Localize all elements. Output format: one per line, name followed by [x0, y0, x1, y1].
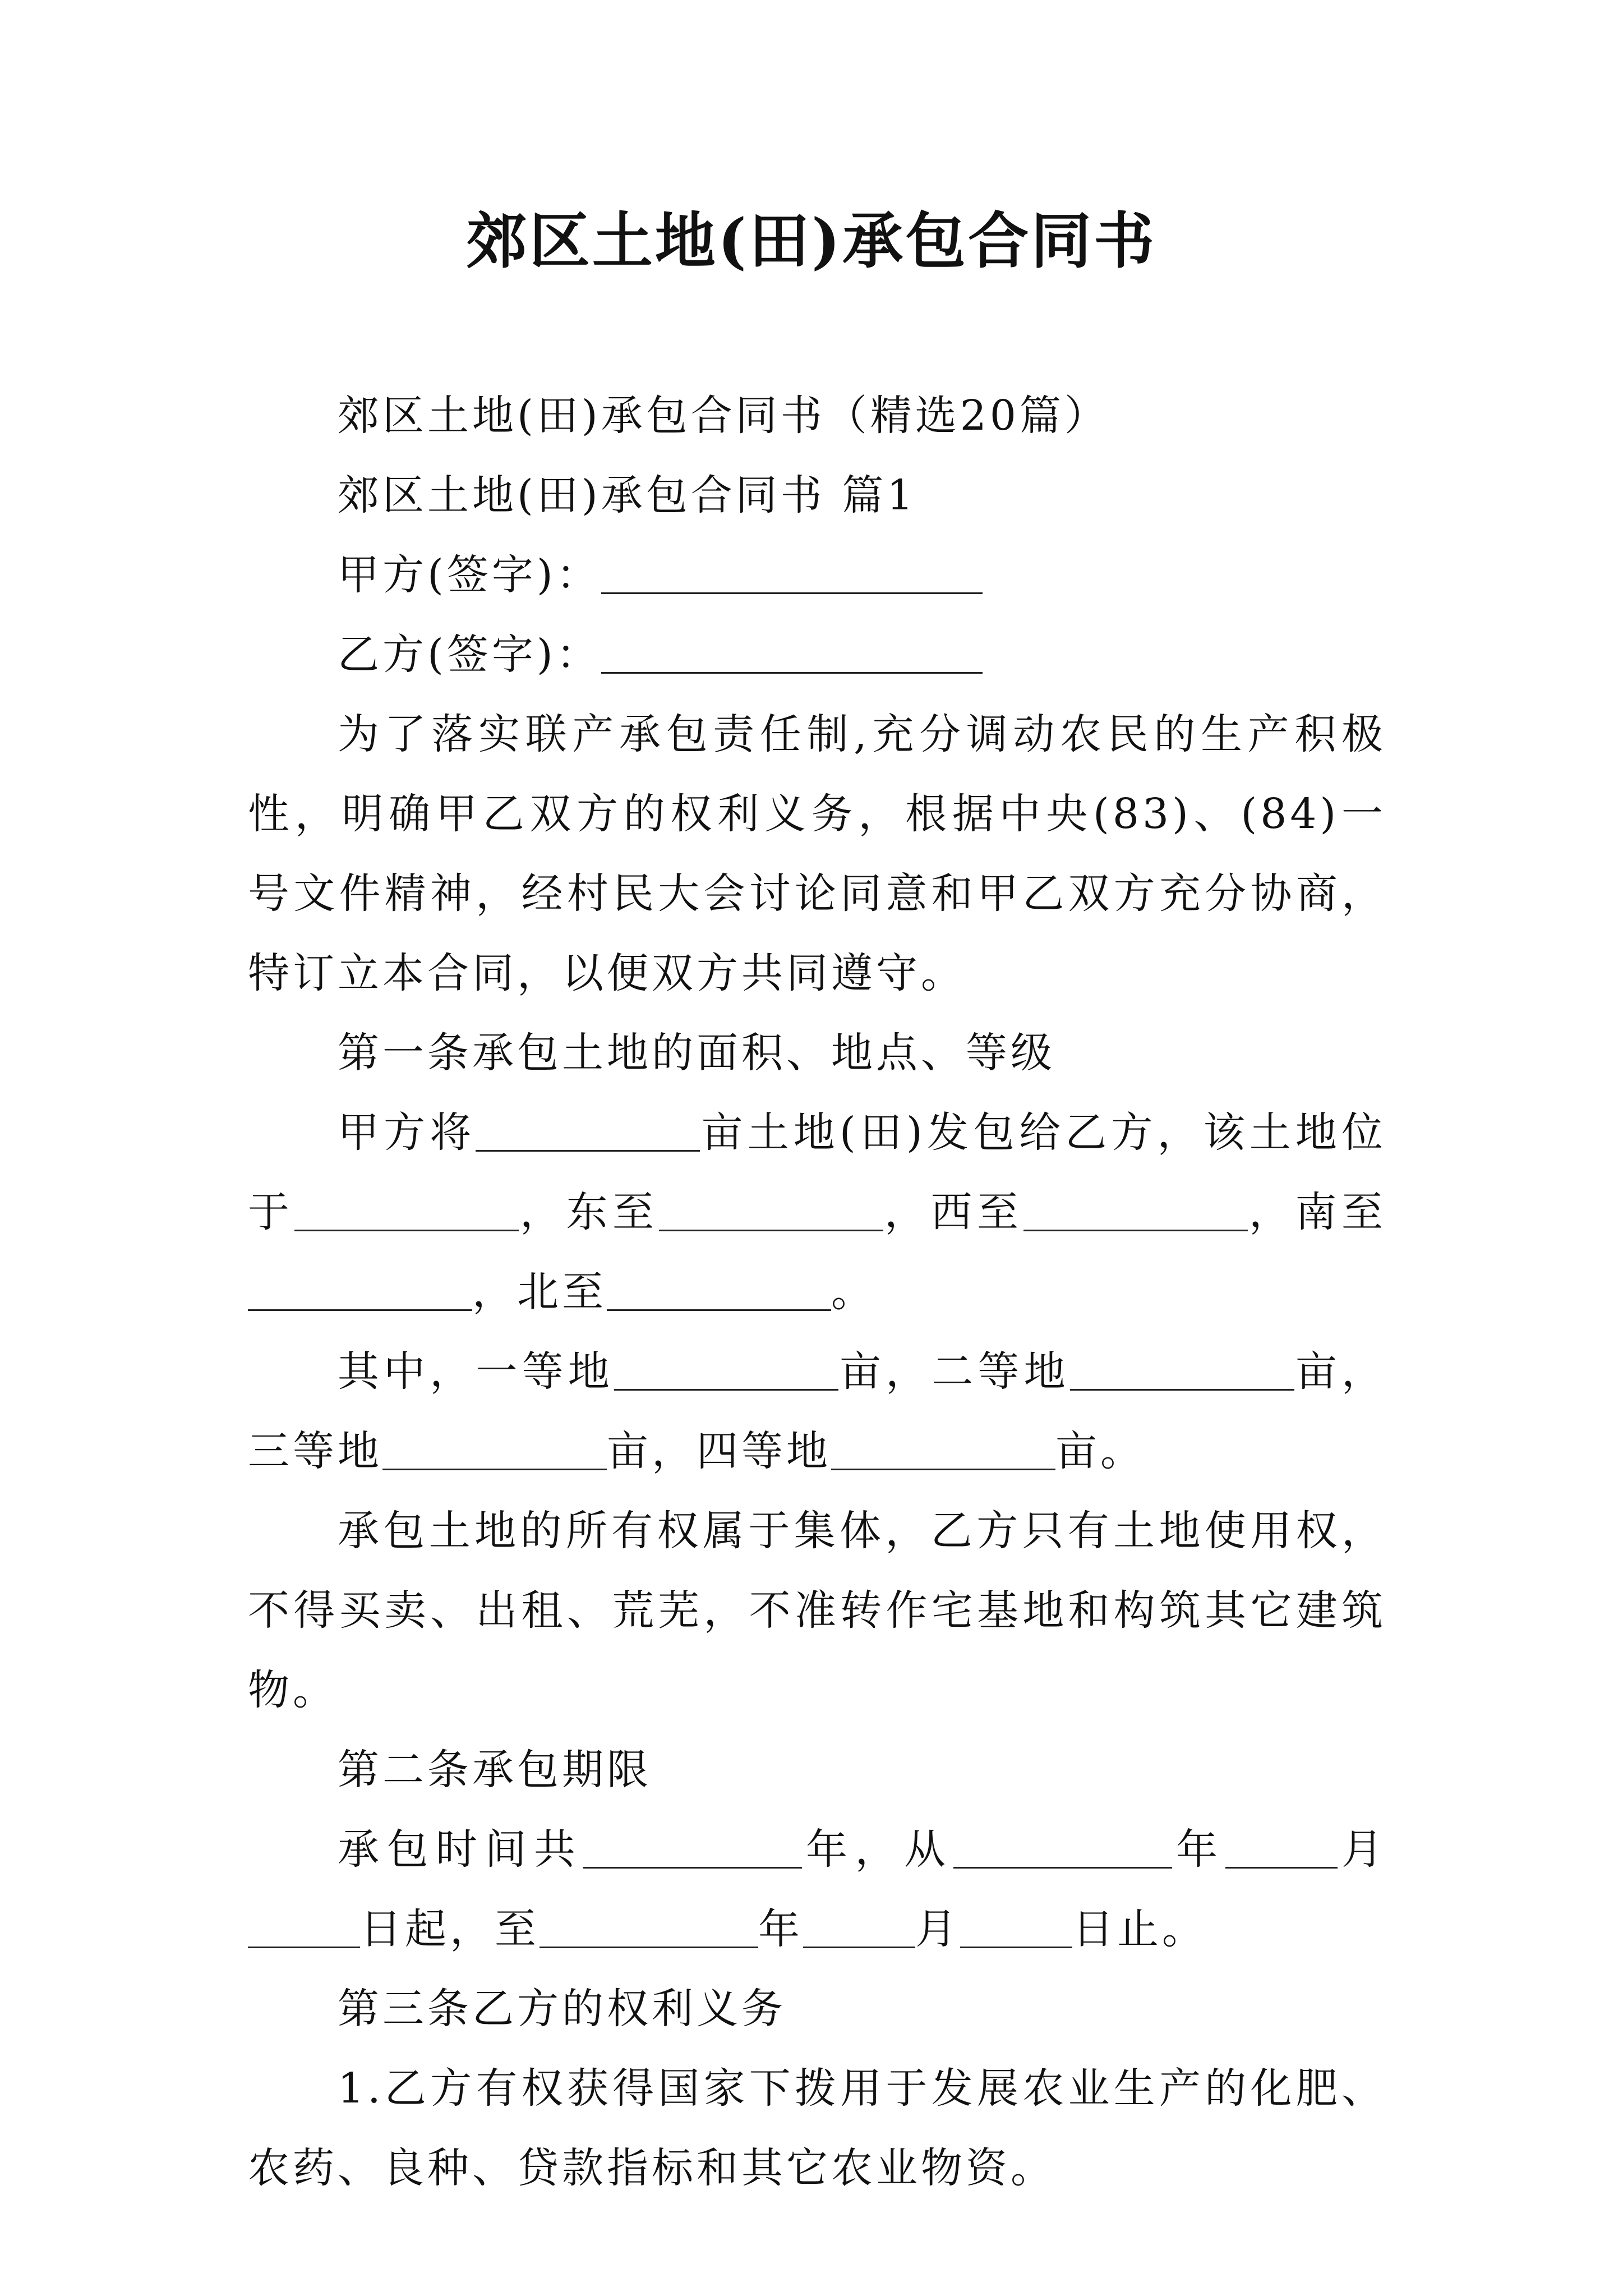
party-a-label: 甲方(签字)： — [338, 551, 601, 599]
text-segment: 日起，至 — [360, 1905, 540, 1953]
text-segment: 日止。 — [1072, 1905, 1207, 1953]
text-segment: 亩土地(田)发包给乙方，该土地位于 — [248, 1108, 1386, 1236]
end-month-blank[interactable] — [803, 1905, 915, 1948]
party-b-line — [248, 615, 1386, 694]
text-segment: 月 — [915, 1905, 960, 1953]
end-day-blank[interactable] — [960, 1905, 1072, 1948]
east-boundary-blank[interactable] — [659, 1188, 883, 1231]
grade-4-blank[interactable] — [831, 1427, 1055, 1470]
north-boundary-blank[interactable] — [607, 1268, 831, 1311]
grade-1-blank[interactable] — [614, 1347, 838, 1391]
chapter-heading: 郊区土地(田)承包合同书 篇1 — [338, 471, 917, 519]
location-blank[interactable] — [294, 1188, 519, 1231]
text-segment: ，东至 — [518, 1188, 659, 1236]
text-segment: 承包时间共 — [338, 1825, 583, 1874]
area-blank[interactable] — [476, 1108, 700, 1152]
text-segment: 。 — [831, 1268, 876, 1316]
text-segment: 年 — [1172, 1825, 1225, 1874]
party-b-signature-blank[interactable] — [601, 631, 983, 674]
article-1-location-paragraph — [248, 1093, 1386, 1332]
article-3-heading: 第三条乙方的权利义务 — [338, 1985, 786, 2033]
article-1-ownership-paragraph: 承包土地的所有权属于集体，乙方只有土地使用权，不得买卖、出租、荒芜，不准转作宅基地和构筑其它建筑物。 — [248, 1507, 1386, 1714]
text-segment: 亩。 — [1055, 1427, 1145, 1475]
article-2-term-paragraph — [248, 1810, 1386, 1969]
article-1-grade-paragraph — [248, 1332, 1386, 1491]
party-b-label: 乙方(签字)： — [338, 631, 601, 679]
end-year-blank[interactable] — [540, 1905, 758, 1948]
text-segment: 亩，三等地 — [248, 1347, 1387, 1475]
document-body — [248, 376, 1386, 2208]
south-boundary-blank[interactable] — [248, 1268, 472, 1311]
preamble-paragraph: 为了落实联产承包责任制,充分调动农民的生产积极性，明确甲乙双方的权利义务，根据中央(83)、(84)一号文件精神，经村民大会讨论同意和甲乙双方充分协商，特订立本合同，以便双方共同遵守。 — [248, 710, 1386, 997]
text-segment: 其中，一等地 — [338, 1347, 614, 1396]
document-title: 郊区土地(田)承包合同书 — [466, 206, 1157, 277]
grade-3-blank[interactable] — [382, 1427, 607, 1470]
start-year-blank[interactable] — [953, 1825, 1172, 1869]
text-segment: 年 — [758, 1905, 803, 1953]
start-day-blank[interactable] — [248, 1905, 360, 1948]
article-3-item-1: 1.乙方有权获得国家下拨用于发展农业生产的化肥、农药、良种、贷款指标和其它农业物资。 — [248, 2064, 1386, 2192]
text-segment: 月 — [1337, 1825, 1386, 1874]
west-boundary-blank[interactable] — [1023, 1188, 1248, 1231]
article-1-heading: 第一条承包土地的面积、地点、等级 — [338, 1029, 1055, 1077]
text-segment: 甲方将 — [338, 1108, 476, 1157]
subtitle: 郊区土地(田)承包合同书（精选20篇） — [338, 392, 1109, 440]
term-years-blank[interactable] — [583, 1825, 802, 1869]
text-segment: 年，从 — [801, 1825, 953, 1874]
article-2-heading: 第二条承包期限 — [338, 1746, 652, 1794]
party-a-signature-blank[interactable] — [601, 551, 983, 594]
text-segment: 亩，二等地 — [838, 1347, 1070, 1396]
text-segment: ，南至 — [1247, 1188, 1386, 1236]
text-segment: ，西至 — [883, 1188, 1023, 1236]
grade-2-blank[interactable] — [1070, 1347, 1294, 1391]
party-a-line — [248, 535, 1386, 615]
start-month-blank[interactable] — [1225, 1825, 1338, 1869]
text-segment: 亩，四等地 — [607, 1427, 831, 1475]
text-segment: ，北至 — [472, 1268, 607, 1316]
